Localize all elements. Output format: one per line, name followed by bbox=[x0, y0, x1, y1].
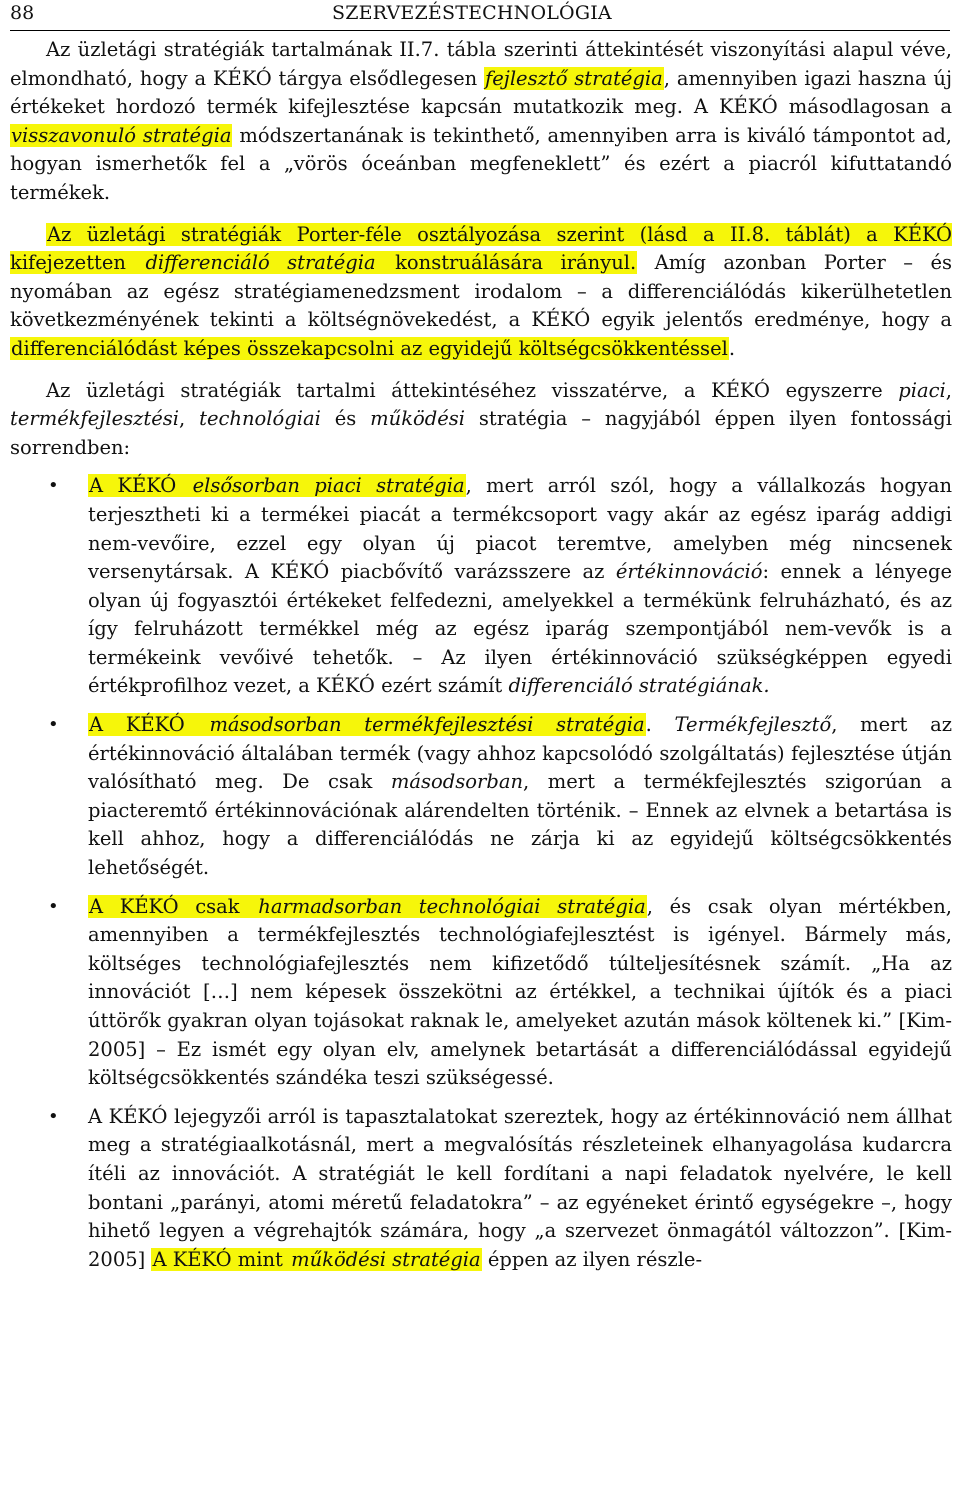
text-run: Az üzletági stratégiák tartalmának II.7. tábla szerinti áttekintését viszonyítási alapul véve, elmondható, hogy a KÉKÓ tárgya elsődlegesen bbox=[10, 38, 952, 90]
highlight bbox=[88, 713, 208, 736]
text-run: termékfejlesztési bbox=[10, 407, 180, 431]
text-run: harmadsorban technológiai stratégia bbox=[258, 894, 646, 918]
text-run: konstruálására irányul. bbox=[377, 251, 637, 275]
text-run: , mert az értékinnováció általában termék (vagy ahhoz kapcsolódó szolgáltatás) fejlesztése útján valósítható meg. De csak bbox=[88, 713, 952, 794]
text-run: működési bbox=[370, 407, 466, 431]
italic-text bbox=[370, 407, 465, 430]
italic-text bbox=[391, 770, 523, 793]
bullet-technology-strategy bbox=[10, 893, 952, 1093]
running-title: SZERVEZÉSTECHNOLÓGIA bbox=[332, 2, 612, 24]
text-run: visszavonuló stratégia bbox=[11, 123, 232, 147]
text-run: , és csak olyan mértékben, amennyiben a termékfejlesztés technológiafejlesztést is igényel. Bármely más, költséges technológiafejlesztés nem kifizetődő túlteljesítésnek számít. „Ha az innovációt […] nem képesek összekötni az értékkel, a technikai újítók és a piaci úttörők gyakran olyan tojásokat raknak le, amelyeket azután mások költenek ki.” [Kim-2005] – Ez ismét egy olyan elv, amelynek betartását a differenciálódással egyidejű költségcsökkentés szándéka teszi szükségessé. bbox=[88, 894, 952, 1090]
bullet-text bbox=[88, 713, 952, 879]
bullet-icon: • bbox=[48, 714, 59, 736]
strategy-bullet-list bbox=[10, 472, 952, 1274]
highlight bbox=[257, 895, 646, 918]
highlight bbox=[290, 1248, 482, 1271]
text-run: differenciálódást képes összekapcsolni az egyidejű költségcsökkentéssel bbox=[11, 336, 728, 360]
text-run: . bbox=[728, 336, 736, 360]
text-run: másodsorban termékfejlesztési stratégia bbox=[209, 713, 645, 737]
text-run: Amíg azonban Porter – és nyomában az egész stratégiamenedzsment irodalom – a differenciálódás kikerülhetetlen következményének tekinti a költségnövekedést, a KÉKÓ egyik jelentős eredménye, hogy a bbox=[10, 251, 952, 332]
text-run: és bbox=[320, 407, 371, 431]
highlight bbox=[192, 474, 466, 497]
italic-text bbox=[10, 407, 179, 430]
bullet-text bbox=[88, 474, 952, 697]
italic-text bbox=[209, 713, 644, 736]
highlight bbox=[144, 251, 376, 274]
text-run: : ennek a lényege olyan új fogyasztói értékeket felfedezni, amelyekkel a termékünk felruházható, és az így felruházott termékkel még az egész iparág szempontjából nem-vevők is a termékeink vevőivé tehetők. – Az ilyen értékinnováció szükségképpen egyedi értékprofilhoz vezet, a KÉKÓ ezért számít bbox=[88, 560, 952, 698]
text-run: stratégia – nagyjából éppen ilyen fontossági sorrendben: bbox=[10, 407, 952, 459]
highlight bbox=[484, 67, 664, 90]
text-run: A KÉKÓ bbox=[89, 474, 191, 498]
text-run: technológiai bbox=[199, 407, 321, 431]
text-run: fejlesztő stratégia bbox=[485, 66, 663, 90]
italic-text bbox=[291, 1248, 481, 1271]
bullet-icon: • bbox=[48, 895, 59, 917]
text-run: értékinnováció bbox=[615, 560, 763, 584]
text-run: differenciáló stratégiának. bbox=[508, 674, 770, 698]
highlight bbox=[10, 124, 232, 147]
bullet-operational-strategy bbox=[10, 1103, 952, 1275]
highlight bbox=[88, 474, 192, 497]
paragraph-strategy-overview bbox=[10, 36, 952, 208]
italic-text bbox=[199, 407, 321, 430]
text-run: , mert arról szól, hogy a vállalkozás hogyan terjesztheti ki a termékei piacát a termékcsoport vagy akár az egész iparág addigi nem-vevőire, ezzel egy olyan új piacot teremtve, amelyben még nincsenek versenytársak. A KÉKÓ piacbővítő varázsszere az bbox=[88, 474, 953, 584]
text-run: A KÉKÓ csak bbox=[89, 894, 257, 918]
italic-text bbox=[145, 251, 375, 274]
page-header bbox=[10, 0, 950, 31]
italic-text bbox=[485, 67, 663, 90]
bullet-icon: • bbox=[48, 475, 59, 497]
italic-text bbox=[898, 379, 946, 402]
bullet-market-strategy bbox=[10, 472, 952, 701]
text-run: Az üzletági stratégiák tartalmi áttekintéséhez visszatérve, a KÉKÓ egyszerre bbox=[46, 378, 899, 402]
text-run: Termékfejlesztő bbox=[674, 713, 832, 737]
text-run: piaci bbox=[898, 378, 946, 402]
italic-text bbox=[258, 895, 645, 918]
highlight bbox=[88, 895, 257, 918]
bullet-text bbox=[88, 895, 952, 1090]
page-body bbox=[10, 36, 952, 1284]
text-run: elsősorban piaci stratégia bbox=[192, 474, 465, 498]
text-run: differenciáló stratégia bbox=[145, 251, 376, 275]
bullet-product-development-strategy bbox=[10, 711, 952, 883]
paragraph-porter-classification bbox=[10, 221, 952, 364]
bullet-text bbox=[88, 1105, 952, 1271]
highlight bbox=[377, 251, 638, 274]
italic-text bbox=[616, 560, 763, 583]
bullet-icon: • bbox=[48, 1105, 59, 1127]
text-run: Az üzletági stratégiák Porter-féle osztályozása szerint (lásd a II.8. táblát) a KÉKÓ kifejezetten bbox=[10, 222, 952, 275]
page-number: 88 bbox=[10, 2, 35, 24]
text-run: , bbox=[945, 378, 952, 402]
text-run: A KÉKÓ lejegyzői arról is tapasztalatokat szereztek, hogy az értékinnováció nem állhat meg a stratégiaalkotásnál, mert a megvalósítás részleteinek elhanyagolása kudarcra ítéli az innovációt. A stratégiát le kell fordítani a napi feladatok nyelvére, le kell bontani „parányi, atomi méretű feladatokra” – az egyéneket érintő egységekre –, hogy hihető legyen a végrehajtók számára, hogy „a szervezet önmagától változzon”. [Kim-2005] bbox=[88, 1104, 952, 1271]
text-run: , bbox=[179, 407, 200, 431]
text-run: . bbox=[645, 713, 675, 737]
text-run: éppen az ilyen részle- bbox=[481, 1247, 703, 1271]
text-run: másodsorban bbox=[390, 770, 524, 794]
paragraph-strategy-order bbox=[10, 377, 952, 463]
italic-text bbox=[675, 713, 832, 736]
highlight bbox=[208, 713, 645, 736]
highlight bbox=[151, 1248, 290, 1271]
italic-text bbox=[508, 674, 769, 697]
text-run: , amennyiben igazi haszna új értékeket hordozó termék kifejlesztése kapcsán mutatkozik meg. A KÉKÓ másodlagosan a bbox=[10, 66, 952, 119]
italic-text bbox=[193, 474, 465, 497]
text-run: A KÉKÓ mint bbox=[152, 1247, 290, 1271]
text-run: , mert a termékfejlesztés szigorúan a piacteremtő értékinnovációnak alárendelten történik. – Ennek az elvnek a betartása is kell ahhoz, hogy a differenciálódás ne zárja ki az egyidejű költségcsökkentés lehetőségét. bbox=[88, 770, 952, 880]
highlight bbox=[10, 337, 729, 360]
text-run: módszertanának is tekinthető, amennyiben arra is kiváló támpontot ad, hogyan ismerhetők fel a „vörös óceánban megfeneklett” és ezért a piacról kifuttatandó termékek. bbox=[10, 123, 952, 204]
text-run: működési stratégia bbox=[291, 1247, 481, 1271]
italic-text bbox=[11, 124, 231, 147]
text-run: A KÉKÓ bbox=[89, 713, 208, 737]
